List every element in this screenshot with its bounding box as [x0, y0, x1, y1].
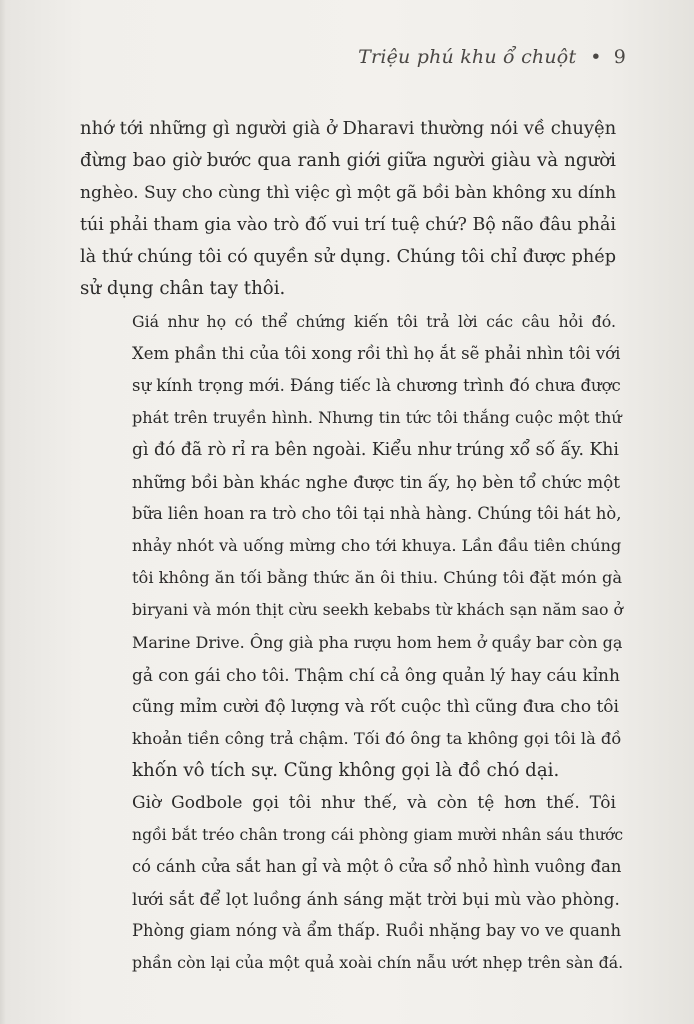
text-line: phần còn lại của một quả xoài chín nẫu ướt nhẹp trên sàn đá.: [132, 953, 624, 973]
text-line: sự kính trọng mới. Đáng tiếc là chương trình đó chưa được: [132, 375, 621, 395]
text-line: nhảy nhót và uống mừng cho tới khuya. Lần đầu tiên chúng: [132, 536, 622, 556]
text-line: khoản tiền công trả chậm. Tối đó ông ta không gọi tôi là đồ: [132, 728, 622, 748]
text-line: sử dụng chân tay thôi.: [80, 278, 286, 300]
header-separator: •: [590, 46, 602, 68]
text-line: những bồi bàn khác nghe được tin ấy, họ bèn tổ chức một: [132, 472, 620, 493]
text-line: gả con gái cho tôi. Thậm chí cả ông quản lý hay cáu kỉnh: [132, 664, 620, 685]
text-line: Giờ Godbole gọi tôi như thế, và còn tệ hơn thế. Tôi: [132, 792, 616, 813]
text-line: ngồi bắt tréo chân trong cái phòng giam mười nhân sáu thước: [132, 825, 624, 845]
text-line: lưới sắt để lọt luồng ánh sáng mặt trời bụi mù vào phòng.: [132, 889, 620, 910]
paragraph: [80, 113, 616, 306]
text-line: Marine Drive. Ông già pha rượu hom hem ở quầy bar còn gạ: [132, 632, 623, 652]
text-line: cũng mỉm cười độ lượng và rốt cuộc thì cũng đưa cho tôi: [132, 696, 619, 717]
running-header: [358, 46, 626, 68]
paragraph: [80, 306, 623, 787]
text-line: đừng bao giờ bước qua ranh giới giữa người giàu và người: [80, 150, 616, 172]
text-line: khốn vô tích sự. Cũng không gọi là đồ chó dại.: [132, 759, 560, 781]
text-line: là thứ chúng tôi có quyền sử dụng. Chúng tôi chỉ được phép: [80, 247, 616, 268]
text-line: biryani và món thịt cừu seekh kebabs từ khách sạn năm sao ở: [132, 600, 623, 620]
text-line: bữa liên hoan ra trò cho tôi tại nhà hàng. Chúng tôi hát hò,: [132, 504, 622, 524]
text-line: Xem phần thi của tôi xong rồi thì họ ắt sẽ phải nhìn tôi với: [132, 343, 621, 363]
page-edge-shadow: [0, 0, 6, 1024]
text-line: Phòng giam nóng và ẩm thấp. Ruồi nhặng bay vo ve quanh: [132, 921, 622, 941]
text-line: có cánh cửa sắt han gỉ và một ô cửa sổ nhỏ hình vuông đan: [132, 857, 622, 877]
page-number: 9: [613, 46, 626, 68]
text-line: phát trên truyền hình. Nhưng tin tức tôi thắng cuộc một thứ: [132, 407, 622, 427]
text-line: túi phải tham gia vào trò đố vui trí tuệ chứ? Bộ não đâu phải: [80, 215, 616, 236]
text-line: nghèo. Suy cho cùng thì việc gì một gã bồi bàn không xu dính: [80, 183, 617, 204]
text-line: Giá như họ có thể chứng kiến tôi trả lời các câu hỏi đó.: [132, 311, 616, 331]
text-line: tôi không ăn tối bằng thức ăn ôi thiu. Chúng tôi đặt món gà: [132, 568, 623, 588]
running-title: Triệu phú khu ổ chuột: [358, 46, 577, 68]
body-text: [80, 113, 624, 980]
paragraph: [80, 787, 624, 980]
text-line: nhớ tới những gì người già ở Dharavi thường nói về chuyện: [80, 118, 617, 139]
text-line: gì đó đã rò rỉ ra bên ngoài. Kiểu như trúng xổ số ấy. Khi: [132, 439, 619, 460]
